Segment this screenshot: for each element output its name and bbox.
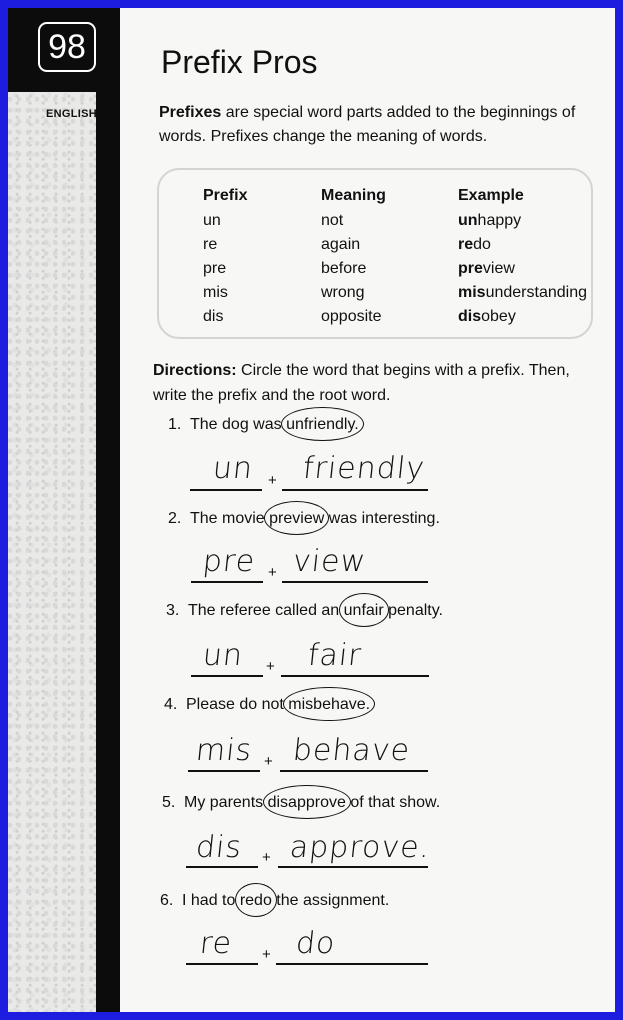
directions-body: Circle the word that begins with a prefix. Then, write the prefix and the root word. xyxy=(153,362,570,404)
cell-meaning: before xyxy=(321,260,367,277)
root-blank xyxy=(282,581,428,583)
answer-root: behave xyxy=(291,733,412,768)
question-number: 1. xyxy=(168,416,182,433)
question-text: The movie xyxy=(190,510,270,527)
cell-example xyxy=(458,236,491,254)
cell-example xyxy=(458,308,516,326)
cell-meaning: not xyxy=(321,212,344,229)
prefix-blank xyxy=(191,581,263,583)
answer-root: view xyxy=(291,544,368,579)
header-meaning: Meaning xyxy=(321,187,386,204)
question-1 xyxy=(168,416,359,434)
question-text: The referee called an xyxy=(188,602,344,619)
cell-meaning: opposite xyxy=(321,308,382,325)
answer-prefix: mis xyxy=(194,733,255,768)
answer-prefix: pre xyxy=(201,544,258,579)
question-text: My parents xyxy=(184,794,268,811)
question-text: was interesting. xyxy=(324,510,440,527)
intro-text: are special word parts added to the beginnings of words. Prefixes change the meaning of words. xyxy=(159,104,576,145)
circled-word: misbehave. xyxy=(288,696,371,713)
answer-prefix: dis xyxy=(194,830,244,865)
intro-paragraph xyxy=(159,101,597,149)
answer-root: fair xyxy=(306,638,364,673)
intro-bold: Prefixes xyxy=(159,104,222,121)
answer-root: friendly xyxy=(301,451,427,486)
cell-meaning: again xyxy=(321,236,361,253)
directions-text xyxy=(153,358,603,408)
example-root: understanding xyxy=(485,284,587,301)
question-text: The dog was xyxy=(190,416,287,433)
circled-word: unfriendly. xyxy=(286,416,359,433)
prefix-blank xyxy=(186,963,258,965)
question-number: 3. xyxy=(166,602,180,619)
question-text: I had to xyxy=(182,892,240,909)
question-text: the assignment. xyxy=(271,892,390,909)
answer-prefix: un xyxy=(211,451,255,486)
page-title: Prefix Pros xyxy=(161,44,318,80)
cell-prefix: un xyxy=(203,212,221,229)
example-root: obey xyxy=(481,308,516,325)
header-prefix: Prefix xyxy=(203,187,248,204)
cell-example xyxy=(458,284,587,302)
example-root: do xyxy=(473,236,491,253)
cell-prefix: mis xyxy=(203,284,228,301)
circled-word: disapprove xyxy=(267,794,346,811)
question-4 xyxy=(164,696,370,714)
plus-sign: + xyxy=(262,946,271,963)
answer-prefix: un xyxy=(201,638,245,673)
plus-sign: + xyxy=(266,658,275,675)
question-number: 4. xyxy=(164,696,178,713)
root-blank xyxy=(276,963,428,965)
question-number: 5. xyxy=(162,794,176,811)
plus-sign: + xyxy=(264,753,273,770)
circled-word: preview xyxy=(269,510,325,527)
example-prefix: dis xyxy=(458,308,482,325)
example-prefix: re xyxy=(458,236,474,253)
question-text: Please do not xyxy=(186,696,289,713)
example-prefix: pre xyxy=(458,260,483,277)
worksheet-page xyxy=(8,8,615,1012)
cell-example xyxy=(458,212,521,230)
plus-sign: + xyxy=(262,849,271,866)
sidebar-divider xyxy=(96,8,120,1012)
question-2 xyxy=(168,510,440,528)
answer-root: approve. xyxy=(288,830,433,865)
cell-example xyxy=(458,260,515,278)
prefix-blank xyxy=(190,489,262,491)
header-example: Example xyxy=(458,187,524,204)
plus-sign: + xyxy=(268,472,277,489)
circled-word: unfair xyxy=(343,602,384,619)
cell-prefix: re xyxy=(203,236,218,253)
page-number: 98 xyxy=(38,22,96,72)
subject-label: ENGLISH xyxy=(46,108,97,120)
cell-prefix: pre xyxy=(203,260,227,277)
directions-label: Directions: xyxy=(153,362,237,379)
example-prefix: mis xyxy=(458,284,486,301)
answer-root: do xyxy=(294,926,338,961)
root-blank xyxy=(278,866,428,868)
sidebar-strip xyxy=(8,8,98,1012)
question-3 xyxy=(166,602,443,620)
question-text: penalty. xyxy=(383,602,443,619)
example-prefix: un xyxy=(458,212,478,229)
root-blank xyxy=(280,770,428,772)
question-number: 6. xyxy=(160,892,174,909)
question-number: 2. xyxy=(168,510,182,527)
question-5 xyxy=(162,794,440,812)
prefix-blank xyxy=(188,770,260,772)
circled-word: redo xyxy=(239,892,272,909)
prefix-blank xyxy=(186,866,258,868)
plus-sign: + xyxy=(268,564,277,581)
answer-prefix: re xyxy=(198,926,234,961)
example-root: happy xyxy=(477,212,522,229)
example-root: view xyxy=(482,260,515,277)
prefix-blank xyxy=(191,675,263,677)
cell-meaning: wrong xyxy=(321,284,365,301)
root-blank xyxy=(281,675,429,677)
cell-prefix: dis xyxy=(203,308,224,325)
root-blank xyxy=(282,489,428,491)
question-6 xyxy=(160,892,389,910)
question-text: of that show. xyxy=(345,794,441,811)
